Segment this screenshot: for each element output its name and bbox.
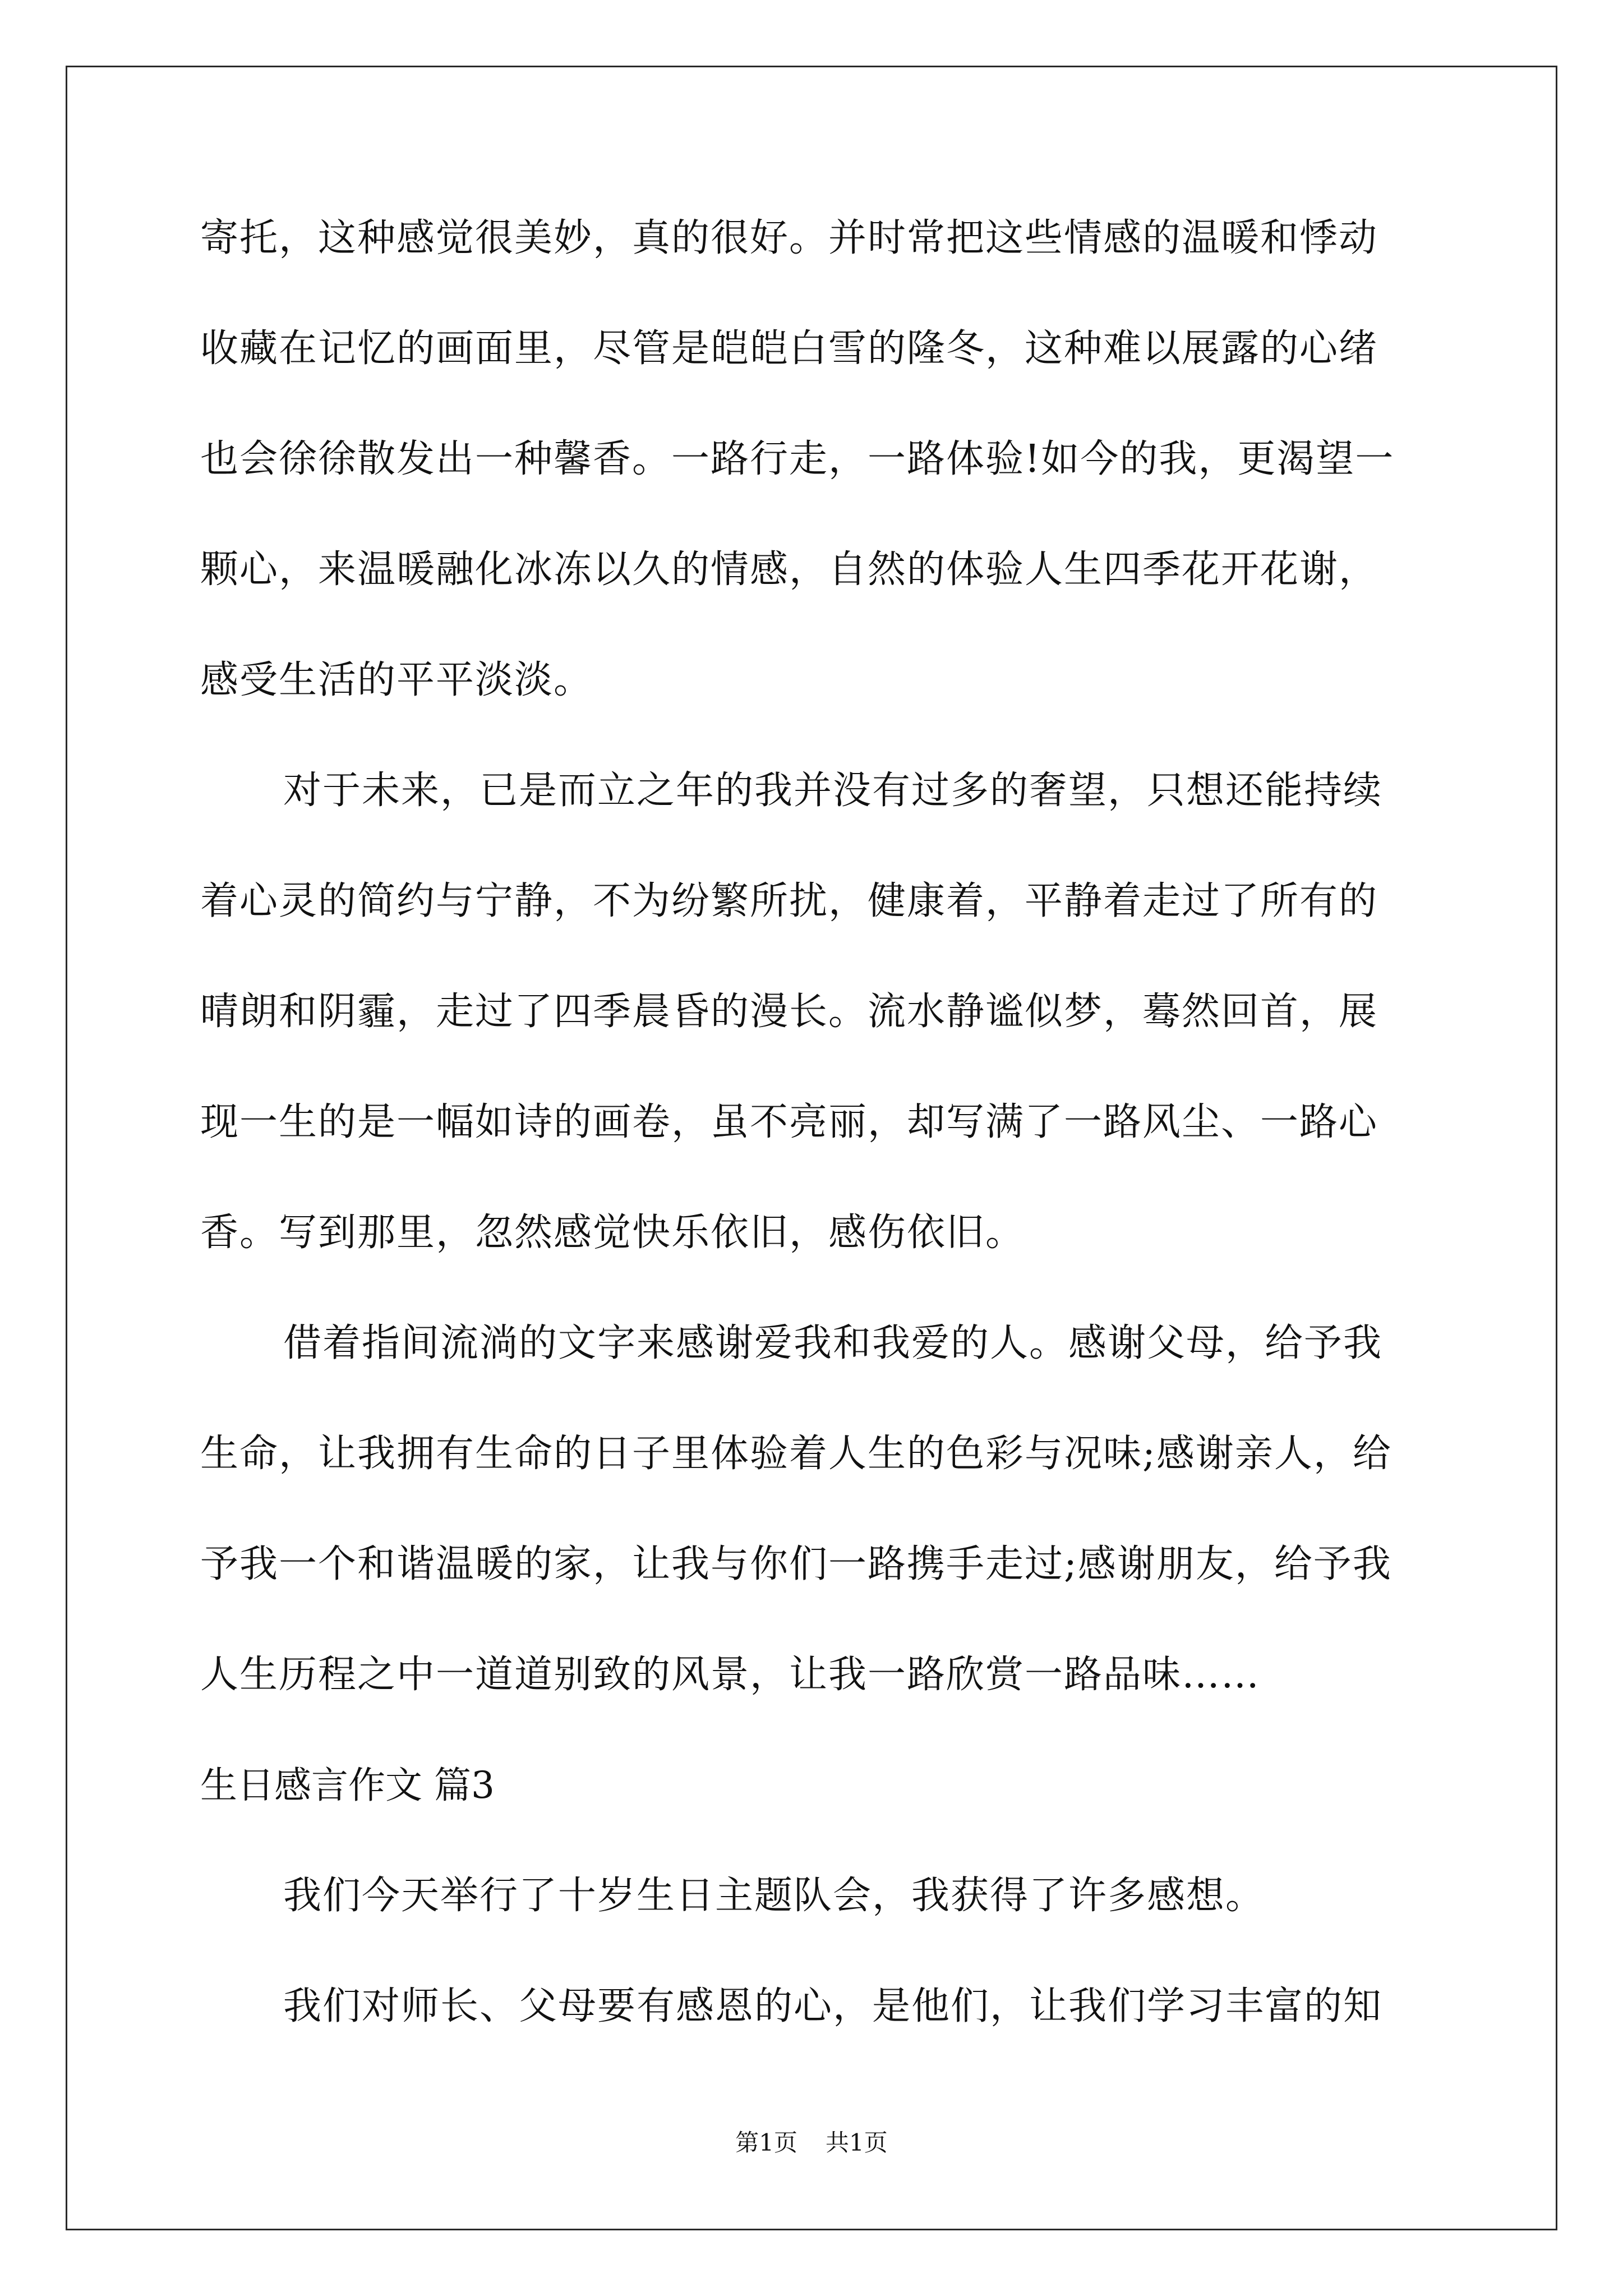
text-line: 着心灵的简约与宁静，不为纷繁所扰，健康着，平静着走过了所有的 — [200, 879, 1378, 923]
paragraph-start-line: 我们今天举行了十岁生日主题队会，我获得了许多感想。 — [283, 1874, 1265, 1918]
page-footer — [0, 2126, 1623, 2160]
text-line: 晴朗和阴霾，走过了四季晨昏的漫长。流水静谧似梦，蓦然回首，展 — [200, 990, 1378, 1034]
paragraph-start-line: 我们对师长、父母要有感恩的心，是他们，让我们学习丰富的知 — [283, 1984, 1383, 2028]
paragraph-start-line: 借着指间流淌的文字来感谢爱我和我爱的人。感谢父母，给予我 — [283, 1321, 1383, 1365]
text-line: 颗心，来温暖融化冰冻以久的情感，自然的体验人生四季花开花谢， — [200, 547, 1378, 592]
text-line: 也会徐徐散发出一种馨香。一路行走，一路体验!如今的我，更渴望一 — [200, 437, 1395, 481]
text-line: 生命，让我拥有生命的日子里体验着人生的色彩与况味;感谢亲人，给 — [200, 1432, 1392, 1476]
text-line: 香。写到那里，忽然感觉快乐依旧，感伤依旧。 — [200, 1211, 1025, 1255]
text-line: 人生历程之中一道道别致的风景，让我一路欣赏一路品味…… — [200, 1653, 1261, 1697]
text-line: 现一生的是一幅如诗的画卷，虽不亮丽，却写满了一路风尘、一路心 — [200, 1100, 1378, 1144]
paragraph-start-line: 对于未来，已是而立之年的我并没有过多的奢望，只想还能持续 — [283, 769, 1383, 813]
document-body — [200, 213, 1434, 2092]
page-number: 第1页 — [735, 2129, 797, 2156]
text-line: 收藏在记忆的画面里，尽管是皑皑白雪的隆冬，这种难以展露的心绪 — [200, 326, 1378, 371]
text-line: 感受生活的平平淡淡。 — [200, 658, 593, 702]
text-line: 寄托，这种感觉很美妙，真的很好。并时常把这些情感的温暖和悸动 — [200, 216, 1378, 260]
page-total: 共1页 — [826, 2129, 888, 2156]
section-heading: 生日感言作文 篇3 — [200, 1764, 495, 1807]
text-line: 予我一个和谐温暖的家，让我与你们一路携手走过;感谢朋友，给予我 — [200, 1542, 1392, 1586]
